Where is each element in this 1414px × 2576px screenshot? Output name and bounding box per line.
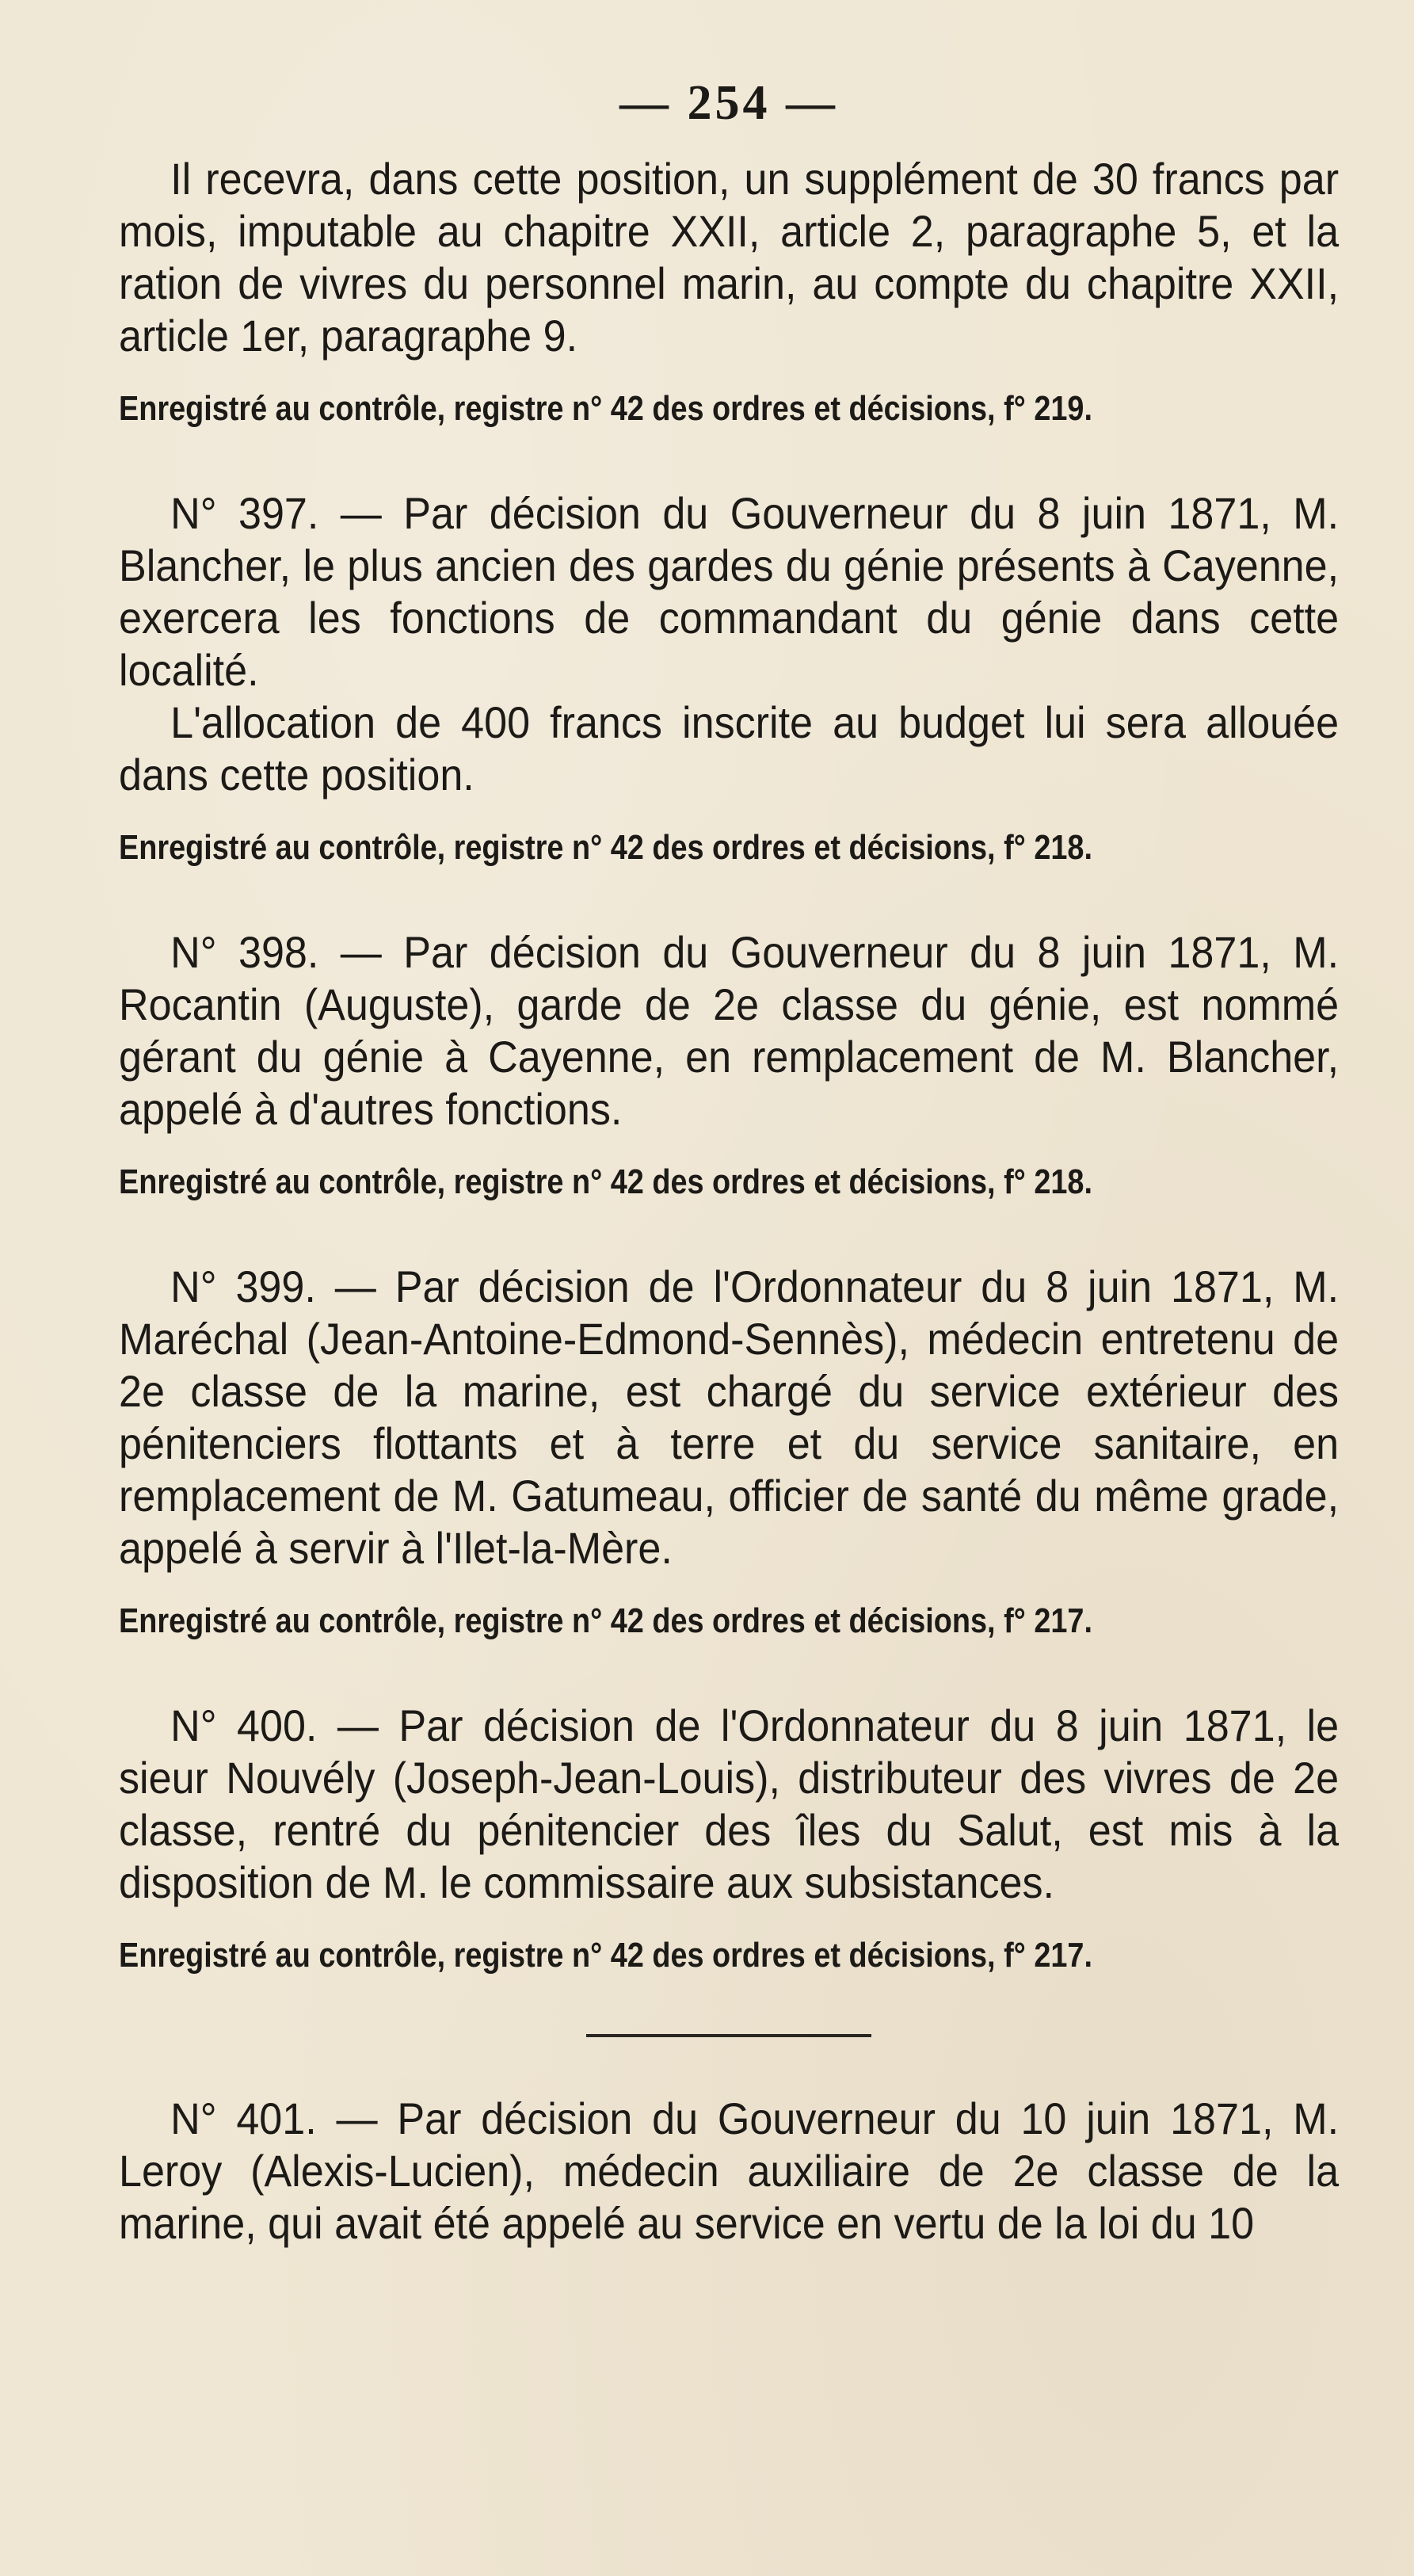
section-divider	[586, 2034, 871, 2037]
decision-entry-400	[119, 1700, 1339, 1979]
registration-line: Enregistré au contrôle, registre n° 42 des ordres et décisions, f° 217.	[119, 1601, 1092, 1640]
decision-paragraph: N° 399. — Par décision de l'Ordonnateur du 8 juin 1871, M. Maréchal (Jean-Antoine-Edmond-Sennès), médecin entretenu de 2e classe de la marine, est chargé du service extérieur des pénitenciers flottants et à terre et du service sanitaire, en remplacement de M. Gatumeau, officier de santé du même grade, appelé à servir à l'Ilet-la-Mère.	[119, 1261, 1340, 1573]
decision-entry-399	[119, 1261, 1339, 1644]
decision-paragraph: N° 400. — Par décision de l'Ordonnateur du 8 juin 1871, le sieur Nouvély (Joseph-Jean-Louis), distributeur des vivres de 2e classe, rentré du pénitencier des îles du Salut, est mis à la disposition de M. le commissaire aux subsistances.	[119, 1700, 1340, 1907]
page-number: — 254 —	[619, 76, 838, 130]
page-content	[119, 75, 1339, 2250]
registration-line: Enregistré au contrôle, registre n° 42 des ordres et décisions, f° 218.	[119, 1162, 1092, 1201]
intro-block	[119, 153, 1339, 432]
registration-line: Enregistré au contrôle, registre n° 42 des ordres et décisions, f° 217.	[119, 1936, 1092, 1975]
decision-entry-397	[119, 487, 1339, 871]
decision-entry-398	[119, 926, 1339, 1205]
registration-line: Enregistré au contrôle, registre n° 42 des ordres et décisions, f° 219.	[119, 389, 1092, 428]
decision-paragraph: L'allocation de 400 francs inscrite au budget lui sera allouée dans cette position.	[119, 697, 1340, 800]
registration-line: Enregistré au contrôle, registre n° 42 des ordres et décisions, f° 218.	[119, 828, 1092, 867]
decision-paragraph: N° 398. — Par décision du Gouverneur du 8 juin 1871, M. Rocantin (Auguste), garde de 2e classe du génie, est nommé gérant du génie à Cayenne, en remplacement de M. Blancher, appelé à d'autres fonctions.	[119, 927, 1340, 1134]
decision-paragraph: N° 397. — Par décision du Gouverneur du 8 juin 1871, M. Blancher, le plus ancien des gardes du génie présents à Cayenne, exercera les fonctions de commandant du génie dans cette localité.	[119, 488, 1340, 695]
decision-entry-401	[119, 2093, 1339, 2250]
decision-paragraph: N° 401. — Par décision du Gouverneur du 10 juin 1871, M. Leroy (Alexis-Lucien), médecin auxiliaire de 2e classe de la marine, qui avait été appelé au service en vertu de la loi du 10	[119, 2093, 1340, 2248]
intro-paragraph: Il recevra, dans cette position, un supplément de 30 francs par mois, imputable au chapitre XXII, article 2, paragraphe 5, et la ration de vivres du personnel marin, au compte du chapitre XXII, article 1er, paragraphe 9.	[119, 154, 1340, 361]
